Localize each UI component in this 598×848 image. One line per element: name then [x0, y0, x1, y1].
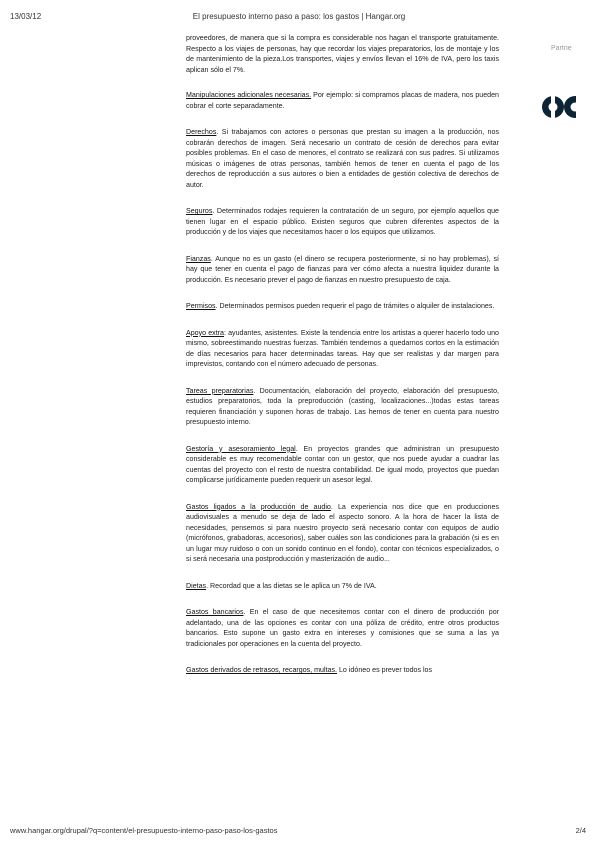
- header-date: 13/03/12: [10, 12, 42, 21]
- paragraph-fianzas: Fianzas. Aunque no es un gasto (el dinero se recupera posteriormente, si no hay problemas), sí hay que tener en cuenta el pago de fianzas para ver cómo afecta a nuestra liquidez durante la producción. Es necesario prever el pago de fianzas en nuestro presupuesto de caja.: [186, 254, 499, 284]
- article-content: [186, 33, 499, 793]
- sidebar-partner-label: Partne: [551, 45, 572, 52]
- paragraph-manipulaciones: Manipulaciones adicionales necesarias. Por ejemplo: si compramos placas de madera, nos pueden cobrar el corte separadamente.: [186, 91, 499, 110]
- term-gastos-retrasos: Gastos derivados de retrasos, recargos, multas.: [186, 666, 338, 674]
- paragraph-gastos-retrasos: Gastos derivados de retrasos, recargos, multas. Lo idóneo es prever todos los: [186, 666, 433, 674]
- paragraph-dietas: Dietas. Recordad que a las dietas se le aplica un 7% de IVA.: [186, 581, 377, 590]
- term-derechos: Derechos: [186, 128, 217, 136]
- paragraph-tareas-preparatorias: Tareas preparatorias. Documentación, elaboración del proyecto, elaboración del presupuesto, estudios preparatorios, toda la preproducción (casting, localizaciones...)todas estas tareas requieren financiación y suponen horas de trabajo. Las hemos de tener en cuenta para nuestro presupuesto interno.: [186, 386, 499, 426]
- paragraph-transport-continued: proveedores, de manera que si la compra es considerable nos hagan el transporte gratuitamente. Respecto a los viajes de personas, hay que recordar los viajes preparatorios, los de montaje y los de mantenimiento de la pieza.Los transportes, viajes y envíos llevan el 16% de IVA, pero los taxis aplican sólo el 7%.: [186, 34, 499, 74]
- term-permisos: Permisos: [186, 302, 216, 310]
- header-page-title: El presupuesto interno paso a paso: los gastos | Hangar.org: [192, 12, 406, 21]
- term-gestoria: Gestoría y asesoramiento legal: [186, 444, 296, 453]
- footer-url: www.hangar.org/drupal/?q=content/el-presupuesto-interno-paso-paso-los-gastos: [10, 826, 278, 835]
- paragraph-gastos-audio: Gastos ligados a la producción de audio. La experiencia nos dice que en producciones audiovisuales a menudo se deja de lado el aspecto sonoro. A la hora de hacer la lista de necesidades, pensemos si para nuestro proyecto será necesario contar con equipos de audio (micrófonos, grabadoras, accesorios), saber cuáles son las condiciones para la grabación (si es en un lugar muy ruidoso o con un sonido continuo en el fondo), contar con técnicos especializados, o si será necesaria una postproducción y masterización de audio...: [186, 502, 499, 563]
- term-seguros: Seguros: [186, 207, 213, 215]
- partner-logo-icon[interactable]: [540, 92, 576, 122]
- term-gastos-audio: Gastos ligados a la producción de audio: [186, 502, 331, 511]
- term-fianzas: Fianzas: [186, 254, 211, 263]
- term-manipulaciones: Manipulaciones adicionales necesarias.: [186, 91, 312, 99]
- paragraph-gastos-bancarios: Gastos bancarios. En el caso de que necesitemos contar con el dinero de producción por adelantado, una de las opciones es contar con una póliza de crédito, entre otros productos bancarios. Esto supone un gasto extra en intereses y comisiones que se suma a las ya tradicionales por operaciones en la cuenta del proyecto.: [186, 608, 499, 648]
- footer-page-number: 2/4: [575, 826, 586, 835]
- term-gastos-bancarios: Gastos bancarios: [186, 608, 244, 616]
- paragraph-seguros: Seguros. Determinados rodajes requieren la contratación de un seguro, por ejemplo aquellos que tienen lugar en el espacio público. Existen seguros que cubren diferentes aspectos de la producción y de los viajes que necesitamos hacer o los equipos que utilizamos.: [186, 207, 499, 236]
- term-dietas: Dietas: [186, 581, 207, 590]
- paragraph-gestoria: Gestoría y asesoramiento legal. En proyectos grandes que administran un presupuesto considerable es muy recomendable contar con un gestor, que nos puede ayudar a cuadrar las cuentas del proyecto con el resto de nuestra contabilidad. De igual modo, proyectos que puedan complicarse jurídicamente pueden requerir un asesor legal.: [186, 444, 499, 484]
- paragraph-derechos: Derechos. Si trabajamos con actores o personas que prestan su imagen a la producción, nos cobrarán derechos de imagen. Será necesario un contrato de cesión de derechos para evitar posibles problemas. En el caso de menores, el contrato se realizará con sus padres. Si utilizamos músicas o imágenes de otras personas, también hemos de tener en cuenta el pago de los derechos de reproducción a sus autores o bien a entidades de gestión colectiva de derechos de autor.: [186, 128, 499, 189]
- term-apoyo-extra: Apoyo extra: [186, 328, 224, 337]
- paragraph-apoyo-extra: Apoyo extra: ayudantes, asistentes. Existe la tendencia entre los artistas a querer hacerlo todo uno mismo, sobreestimando nuestras fuerzas. También tendemos a quedarnos cortos en la estimación de días necesarios para hacer determinadas tareas. Hay que ser realistas y dar margen para imprevistos, contando con el número adecuado de personas.: [186, 328, 499, 368]
- paragraph-permisos: Permisos. Determinados permisos pueden requerir el pago de trámites o alquiler de instalaciones.: [186, 302, 495, 310]
- term-tareas-preparatorias: Tareas preparatorias: [186, 386, 254, 395]
